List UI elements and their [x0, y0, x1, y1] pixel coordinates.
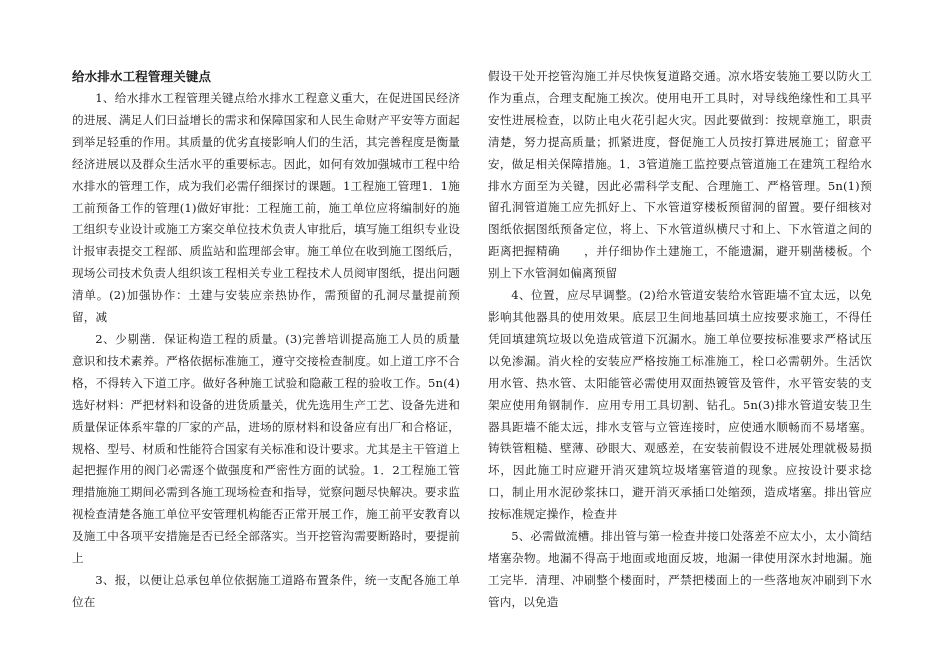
paragraph-5: 5、必需做流槽。排出管与第一检查井接口处落差不应太小，太小简结堵塞杂物。地漏不得高于地面或地面反坡，地漏一律使用深水封地漏。施工完毕．清理、冲刷整个楼面时，严禁把楼面上的一些落地灰冲刷到下水管内，以免造	[488, 529, 872, 609]
paragraph-3: 3、报，以便让总承包单位依据施工道路布置条件，统一支配各施工单位在	[72, 572, 460, 609]
left-column	[72, 66, 460, 614]
paragraph-2: 2、少剔凿．保证构造工程的质量。(3)完善培训提高施工人员的质量意识和技术素养。严格依据标准施工，遵守交接检查制度。如上道工序不合格，不得转入下道工序。做好各种施工试验和隐蔽工程的验收工作。5n(4)选好材料：严把材料和设备的进货质量关，优先选用生产工艺、设备先进和质量保证体系牢靠的厂家的产品，进场的原材料和设备应有出厂和合格证，规格、型号、材质和性能符合国家有关标准和设计要求。尤其是主干管道上起把握作用的阀门必需逐个做强度和严密性方面的试验。1．2工程施工管理措施施工期间必需到各施工现场检查和指导，觉察问题尽快解决。要求监视检查清楚各施工单位平安管理机构能否正常开展工作，施工前平安教育以及施工中各项平安措施是否已经全部落实。当开挖管沟需要断路时，要提前上	[72, 331, 460, 566]
paragraph-4: 4、位置，应尽早调整。(2)给水管道安装给水管距墙不宜太远，以免影响其他器具的使用效果。底层卫生间地基回填土应按要求施工，不得任凭回填建筑垃圾以免造成管道下沉漏水。施工单位要按标准要求严格试压以免渗漏。消火栓的安装应严格按施工标准施工，栓口必需朝外。生活饮用水管、热水管、太阳能管必需使用双面热镀管及管件，水平管安装的支架应使用角钢制作．应用专用工具切割、钻孔。5n(3)排水管道安装卫生器具距墙不能太远，排水支管与立管连接时，应使通水顺畅而不易堵塞。铸铁管粗糙、壁薄、砂眼大、观感差，在安装前假设不进展处理就极易损坏，因此施工时应避开消灭建筑垃圾堵塞管道的现象。应按设计要求捻口，制止用水泥砂浆抹口，避开消灭承插口处缩颈，造成堵塞。排出管应按标准规定操作，检查井	[488, 288, 872, 522]
document-title: 给水排水工程管理关键点	[72, 69, 212, 84]
right-column	[488, 66, 872, 614]
paragraph-1: 1、给水排水工程管理关键点给水排水工程意义重大，在促进国民经济的进展、满足人们曰益增长的需求和保障国家和人民生命财产平安等方面起到举足轻重的作用。其质量的优劣直接影响人们的生活，其完善程度是衡量经济进展以及群众生活水平的重要标志。因此，如何有效加强城市工程中给水排水的管理工作，成为我们必需仔细探讨的课题。1工程施工管理1．1施工前预备工作的管理(1)做好审批：工程施工前，施工单位应将编制好的施工组织专业设计或施工方案交单位技术负责人审批后，填写施工组织专业设计报审表提交工程部、质监站和监理部会审。施工单位在收到施工图纸后，现场公司技术负责人组织该工程相关专业工程技术人员阅审图纸，提出问题清单。(2)加强协作：土建与安装应亲热协作，需预留的孔洞尽量提前预留，减	[72, 91, 460, 325]
paragraph-3-continued: 假设干处开挖管沟施工并尽快恢复道路交通。凉水塔安装施工要以防火工作为重点，合理支配施工挨次。使用电开工具时，对导线绝缘性和工具平安性进展检查，以防止电火花引起火灾。因此要做到：按规章施工，职责清楚，努力提高质量；抓紧进度，督促施工人员按打算进展施工；留意平安，做足相关保障措施。1．3管道施工监控要点管道施工在建筑工程给水排水方面至为关键，因此必需科学支配、合理施工、严格管理。5n(1)预留孔洞管道施工应先抓好上、下水管道穿楼板预留洞的留置。要仔细核对图纸依据图纸预备定位，将上、下水管道纵横尺寸和上、下水管道之间的距离把握精确 ，并仔细协作土建施工，不能遗漏，避开剔凿楼板。个别上下水管洞如偏离预留	[488, 69, 872, 281]
